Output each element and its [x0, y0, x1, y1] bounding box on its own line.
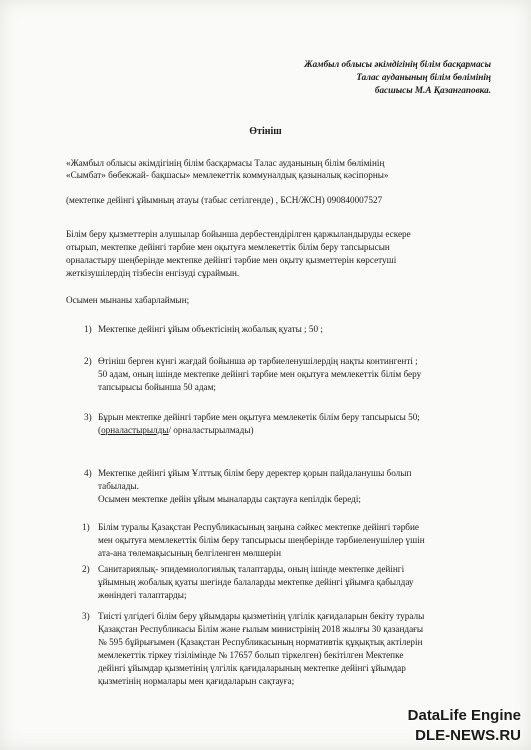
item-number: 1) — [84, 324, 92, 334]
intro-line-2: отырып, мектепке дейінгі тәрбие мен оқытуға мемлекеттік білім беру тапсырысын — [66, 242, 390, 252]
guarantee-number: 2) — [82, 564, 90, 574]
header-line-1: Жамбыл облысы әкімдігінің білім басқармасы — [304, 59, 491, 69]
guarantee-text: № 595 бұйрығымен (Қазақстан Республикасының нормативтік құқықтық актілерін — [98, 637, 423, 647]
choice-open-paren: ( — [98, 425, 102, 435]
item-number: 3) — [84, 412, 92, 422]
org-line-2: «Сымбат» бөбекжай- бақшасы» мемлекеттік коммуналдық қазыналық кәсіпорны» — [66, 170, 389, 180]
item-text: Бұрын мектепке дейінгі тәрбие мен оқытуға мемлекетік білім беру тапсырысы 50; — [98, 412, 420, 422]
item-text: Мектепке дейінгі ұйым объектісінің жобалық қуаты ; 50 ; — [98, 324, 323, 334]
choice-not-placed: / орналастырылмады) — [168, 425, 254, 435]
org-id-line: (мектепке дейінгі ұйымның атауы (табыс сетілгенде) , БСН/ЖСН) 090840007527 — [66, 195, 383, 205]
guarantee-text: Қазақстан Республикасы Білім және ғылым министрінің 2018 жылғы 30 қазандағы — [98, 624, 424, 634]
header-line-3: басшысы М.А Қазангаповка. — [374, 85, 491, 95]
guarantee-text: қызметінің нормалары мен қағидаларын сақтауға; — [98, 676, 295, 686]
document-title: Өтініш — [249, 126, 282, 137]
item-text: тапсырысы бойынша 50 адам; — [98, 382, 216, 392]
choice-placed: орналастырылды — [101, 425, 169, 435]
watermark-site: DLE-NEWS.RU — [415, 727, 521, 744]
guarantee-text: ұйымның жобалық қуаты шегінде балаларды мектепке дейінгі ұйымға қабылдау — [98, 577, 414, 587]
guarantee-number: 3) — [82, 611, 90, 621]
org-line-1: «Жамбыл облысы әкімдігінің білім басқармасы Талас ауданының білім бөлімінің — [66, 158, 385, 168]
guarantee-text: жөніндегі талаптарды; — [98, 590, 187, 600]
guarantee-text: Тиісті үлгідегі білім беру ұйымдары қызметінің үлгілік қағидаларын бекіту туралы — [98, 611, 425, 621]
item-text: Мектепке дейінгі ұйым Ұлттық білім беру деректер қорын пайдаланушы болып — [98, 468, 412, 478]
guarantee-text: дейінгі ұйымдар қызметінің үлгілік қағидаларының мектепке дейінгі ұйымдар — [98, 663, 406, 673]
item-text: Өтініш берген күнгі жағдай бойынша әр тәрбиеленушілердің нақты контингенті ; — [98, 356, 418, 366]
intro-line-4: жеткізушілердің тізбесін енгізуді сұраймын. — [66, 268, 240, 278]
guarantee-text: мен оқытуға мемлекеттік білім беру тапсырысы шеңберінде тәрбиеленушілер үшін — [98, 535, 425, 545]
item-number: 4) — [84, 468, 92, 478]
header-line-2: Талас ауданының білім бөлімінің — [356, 72, 491, 82]
item-number: 2) — [84, 356, 92, 366]
guarantee-text: ата-ана төлемақысының белгіленген мөлшерін — [98, 548, 282, 558]
guarantee-text: Санитариялық- эпидемиологиялық талаптарды, оның ішінде мектепке дейінгі — [98, 564, 405, 574]
guarantee-number: 1) — [82, 522, 90, 532]
item-text: табылады. — [98, 481, 139, 491]
item-text: 50 адам, оның ішінде мектепке дейінгі тәрбие мен оқытуға мемлекеттік білім беру — [98, 369, 422, 379]
item-text: Осымен мектепке дейін ұйым мыналарды сақтауға кепілдік береді; — [98, 494, 361, 504]
watermark-title: DataLife Engine — [407, 707, 521, 724]
item-choice-line — [98, 424, 254, 436]
intro-line-1: Білім беру қызметтерін алушылар бойынша дербестендірілген қаржыландыруды ескере — [66, 229, 411, 239]
guarantee-text: мемлекеттік тіркеу тізілімінде № 17657 болып тіркелген) бекітілген Мектепке — [98, 650, 404, 660]
guarantee-text: Білім туралы Қазақстан Республикасының заңына сәйкес мектепке дейінгі тәрбие — [98, 522, 419, 532]
notice-line: Осымен мынаны хабарлаймын; — [66, 295, 190, 305]
intro-line-3: орналастыру шеңберінде мектепке дейінгі тәрбие мен оқыту қызметтерін көрсетуші — [66, 255, 397, 265]
